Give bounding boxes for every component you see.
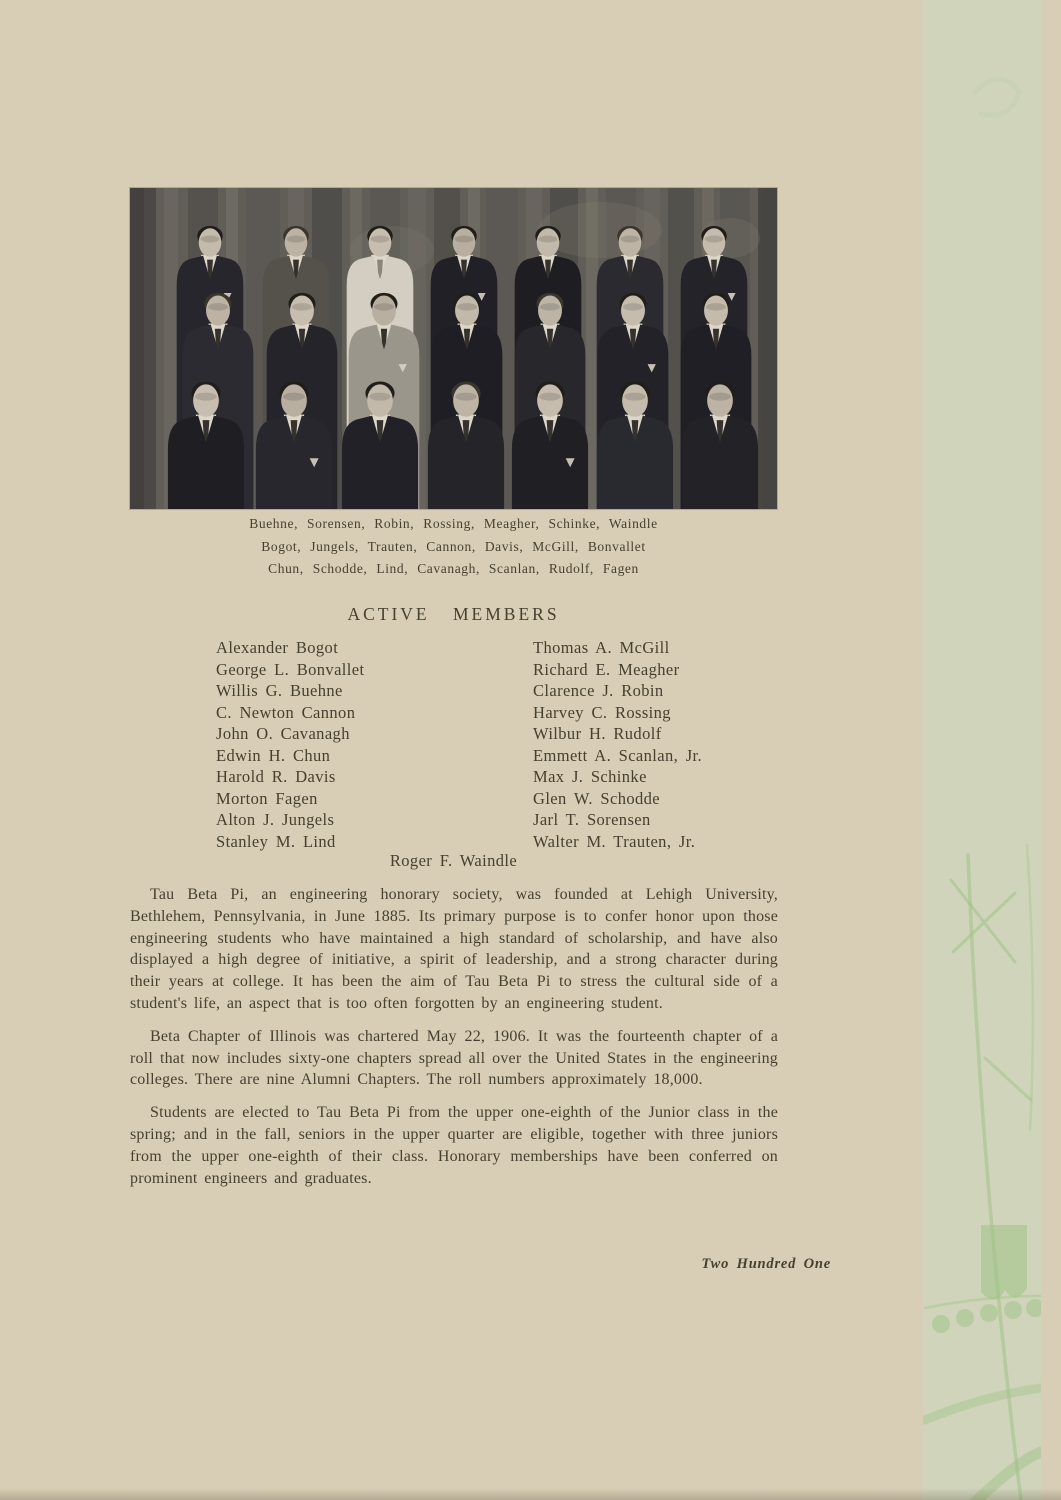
group-photo-illustration	[130, 188, 777, 509]
band-right-curve	[1027, 845, 1033, 1130]
member-name: Wilbur H. Rudolf	[533, 724, 662, 743]
member-name: Richard E. Meagher	[533, 659, 680, 679]
member-name: Harvey C. Rossing	[533, 702, 671, 722]
member-name: C. Newton Cannon	[216, 702, 356, 722]
member-name: Glen W. Schodde	[533, 788, 661, 808]
member-name: Emmett A. Scanlan, Jr.	[533, 745, 703, 765]
slash-ornament	[985, 1058, 1031, 1100]
photo-caption	[130, 513, 777, 581]
members-right-column	[533, 637, 702, 852]
member-name: Jarl T. Sorensen	[533, 810, 651, 829]
body-text	[130, 884, 778, 1200]
member-name: Morton Fagen	[216, 788, 318, 808]
decorative-band	[923, 0, 1041, 1500]
section-heading: ACTIVE MEMBERS	[347, 604, 560, 624]
member-name-centered: Roger F. Waindle	[389, 851, 518, 870]
ghost-ornament	[975, 79, 1019, 115]
body-paragraph: Tau Beta Pi, an engineering honorary society, was founded at Lehigh University, Bethlehem, Pennsylvania, in June 1885. Its primary purpose is to confer honor upon those engineering students who have maintained a high standard of scholarship, and have also displayed a high degree of initiative, a spirit of leadership, and a strong character during their years at college. It has been the aim of Tau Beta Pi to stress the cultural side of a student's life, an aspect that is too often forgotten by an engineering student.	[130, 886, 778, 1012]
band-blob	[981, 1225, 1027, 1300]
body-paragraph: Beta Chapter of Illinois was chartered May 22, 1906. It was the fourteenth chapter of a roll that now includes sixty-one chapters spread all over the United States in the engineering colleges. There are nine Alumni Chapters. The roll numbers approximately 18,000.	[130, 1027, 778, 1089]
photo-caption-line: Chun, Schodde, Lind, Cavanagh, Scanlan, Rudolf, Fagen	[268, 561, 639, 576]
member-name: Alexander Bogot	[216, 638, 339, 657]
member-name: Thomas A. McGill	[533, 638, 670, 657]
page-number: Two Hundred One	[701, 1256, 831, 1272]
member-name: Willis G. Buehne	[216, 681, 343, 700]
member-name: Max J. Schinke	[533, 767, 647, 786]
member-name: Harold R. Davis	[216, 767, 336, 786]
members-left-column	[216, 637, 364, 852]
photo-caption-line: Bogot, Jungels, Trauten, Cannon, Davis, McGill, Bonvallet	[261, 538, 646, 554]
group-photo	[130, 188, 777, 509]
x-mark-ornament	[951, 880, 1015, 962]
member-name: Stanley M. Lind	[216, 831, 336, 851]
member-name: Clarence J. Robin	[533, 681, 664, 700]
photo-caption-line: Buehne, Sorensen, Robin, Rossing, Meagher, Schinke, Waindle	[249, 516, 658, 531]
member-name: Walter M. Trauten, Jr.	[533, 831, 696, 851]
scallop-arc	[925, 1296, 1041, 1308]
page-bottom-shadow	[0, 1488, 1061, 1500]
member-name: Edwin H. Chun	[216, 745, 331, 765]
body-paragraph: Students are elected to Tau Beta Pi from the upper one-eighth of the Junior class in the spring; and in the fall, seniors in the upper quarter are eligible, together with three juniors from the upper one-eighth of their class. Honorary memberships have been conferred on prominent engineers and graduates.	[130, 1104, 778, 1187]
member-name: John O. Cavanagh	[216, 724, 350, 743]
member-name: George L. Bonvallet	[216, 659, 365, 679]
band-ornament-svg	[923, 0, 1041, 1500]
member-name: Alton J. Jungels	[216, 810, 335, 829]
lower-arc	[925, 1388, 1041, 1420]
